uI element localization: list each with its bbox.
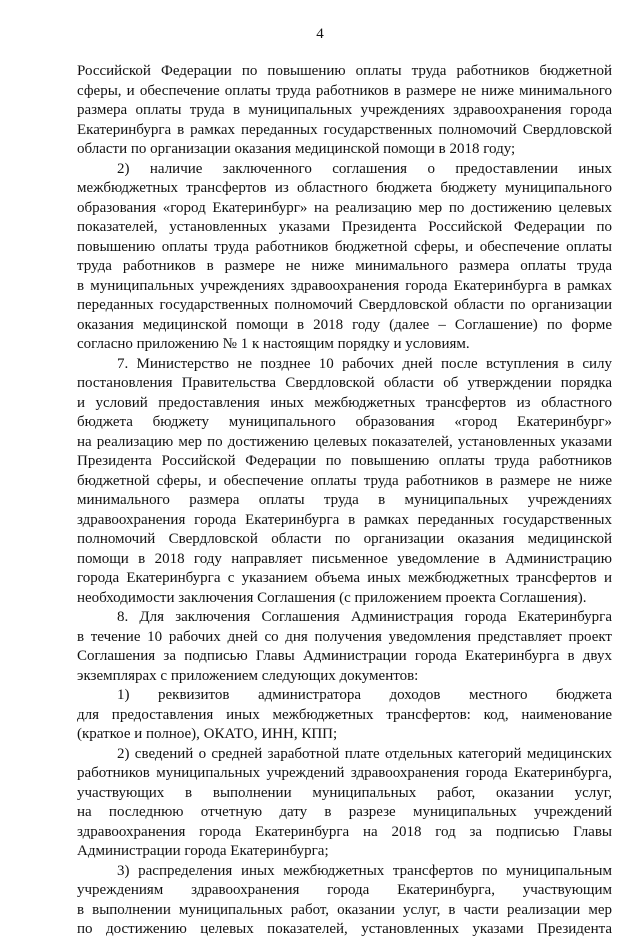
text-line: и условий предоставления иных межбюджетных трансфертов из областного xyxy=(77,394,612,411)
text-line: здравоохранения города Екатеринбурга на 2018 год за подписью Главы xyxy=(77,823,612,840)
text-line: Президента Российской Федерации по повышению оплаты труда работников xyxy=(77,453,612,469)
text-line: в муниципальных учреждениях здравоохранения города Екатеринбурга в рамках xyxy=(77,277,612,294)
text-line: экземплярах с приложением следующих документов: xyxy=(77,667,419,684)
text-line: 7. Министерство не позднее 10 рабочих дней после вступления в силу xyxy=(117,355,612,372)
text-line: учреждениям здравоохранения города Екатеринбурга, участвующим xyxy=(77,882,612,898)
text-line: в выполнении муниципальных работ, оказании услуг, в части реализации мер xyxy=(77,901,612,918)
text-line: помощи в 2018 году направляет письменное уведомление в Администрацию xyxy=(77,550,612,567)
text-line: Соглашения за подписью Главы Администрации города Екатеринбурга в двух xyxy=(77,648,612,664)
text-line: повышению оплаты труда работников бюджетной сферы, и обеспечение оплаты xyxy=(77,238,612,255)
text-line: Администрации города Екатеринбурга; xyxy=(77,843,329,859)
text-line: оказания медицинской помощи в 2018 году (далее – Соглашение) по форме xyxy=(77,316,612,333)
text-line: по достижению целевых показателей, установленных указами Президента xyxy=(77,921,612,937)
text-line: здравоохранения города Екатеринбурга в рамках переданных государственных xyxy=(77,511,612,528)
text-line: города Екатеринбурга с указанием объема иных межбюджетных трансфертов и xyxy=(77,570,612,586)
text-line: на реализацию мер по достижению целевых показателей, установленных указами xyxy=(77,433,612,450)
document-body xyxy=(77,62,612,940)
text-line: Екатеринбурга в рамках переданных государственных полномочий Свердловской xyxy=(77,121,612,138)
text-line: работников муниципальных учреждений здравоохранения города Екатеринбурга, xyxy=(77,765,612,781)
text-line: области по организации оказания медицинской помощи в 2018 году; xyxy=(77,141,516,157)
text-line: межбюджетных трансфертов из областного бюджета бюджету муниципального xyxy=(77,180,612,196)
page-number: 4 xyxy=(316,26,324,42)
text-line: необходимости заключения Соглашения (с приложением проекта Соглашения). xyxy=(77,589,587,606)
text-line: размера оплаты труда в муниципальных учреждениях здравоохранения города xyxy=(77,102,612,118)
text-line: Российской Федерации по повышению оплаты труда работников бюджетной xyxy=(77,63,612,79)
text-line: 8. Для заключения Соглашения Администрация города Екатеринбурга xyxy=(117,609,612,625)
text-line: минимального размера оплаты труда в муниципальных учреждениях xyxy=(77,492,612,508)
text-line: 3) распределения иных межбюджетных трансфертов по муниципальным xyxy=(117,862,612,879)
text-line: образования «город Екатеринбург» на реализацию мер по достижению целевых xyxy=(77,199,612,216)
text-line: (краткое и полное), ОКАТО, ИНН, КПП; xyxy=(77,726,338,742)
text-line: на последнюю отчетную дату в разрезе муниципальных учреждений xyxy=(77,804,612,820)
text-line: участвующих в выполнении муниципальных работ, оказании услуг, xyxy=(77,784,612,801)
text-line: 1) реквизитов администратора доходов местного бюджета xyxy=(117,687,612,703)
text-line: 2) сведений о средней заработной плате отдельных категорий медицинских xyxy=(117,745,612,762)
text-line: переданных государственных полномочий Свердловской области по организации xyxy=(77,297,612,313)
text-line: сферы, и обеспечение оплаты труда работников в размере не ниже минимального xyxy=(77,82,612,99)
text-line: постановления Правительства Свердловской области об утверждении порядка xyxy=(77,375,612,391)
text-line: показателей, установленных указами Президента Российской Федерации по xyxy=(77,219,612,235)
text-line: бюджетной сферы, и обеспечение оплаты труда работников в размере не ниже xyxy=(77,472,612,489)
text-line: согласно приложению № 1 к настоящим порядку и условиям. xyxy=(77,336,470,352)
text-line: бюджета бюджету муниципального образования «город Екатеринбург» xyxy=(77,414,612,430)
text-line: в течение 10 рабочих дней со дня получения уведомления представляет проект xyxy=(77,628,612,645)
text-line: труда работников в размере не ниже минимального размера оплаты труда xyxy=(77,258,612,274)
text-line: 2) наличие заключенного соглашения о предоставлении иных xyxy=(117,160,612,177)
text-line: для предоставления иных межбюджетных трансфертов: код, наименование xyxy=(77,706,612,723)
text-line: полномочий Свердловской области по организации оказания медицинской xyxy=(77,531,612,547)
